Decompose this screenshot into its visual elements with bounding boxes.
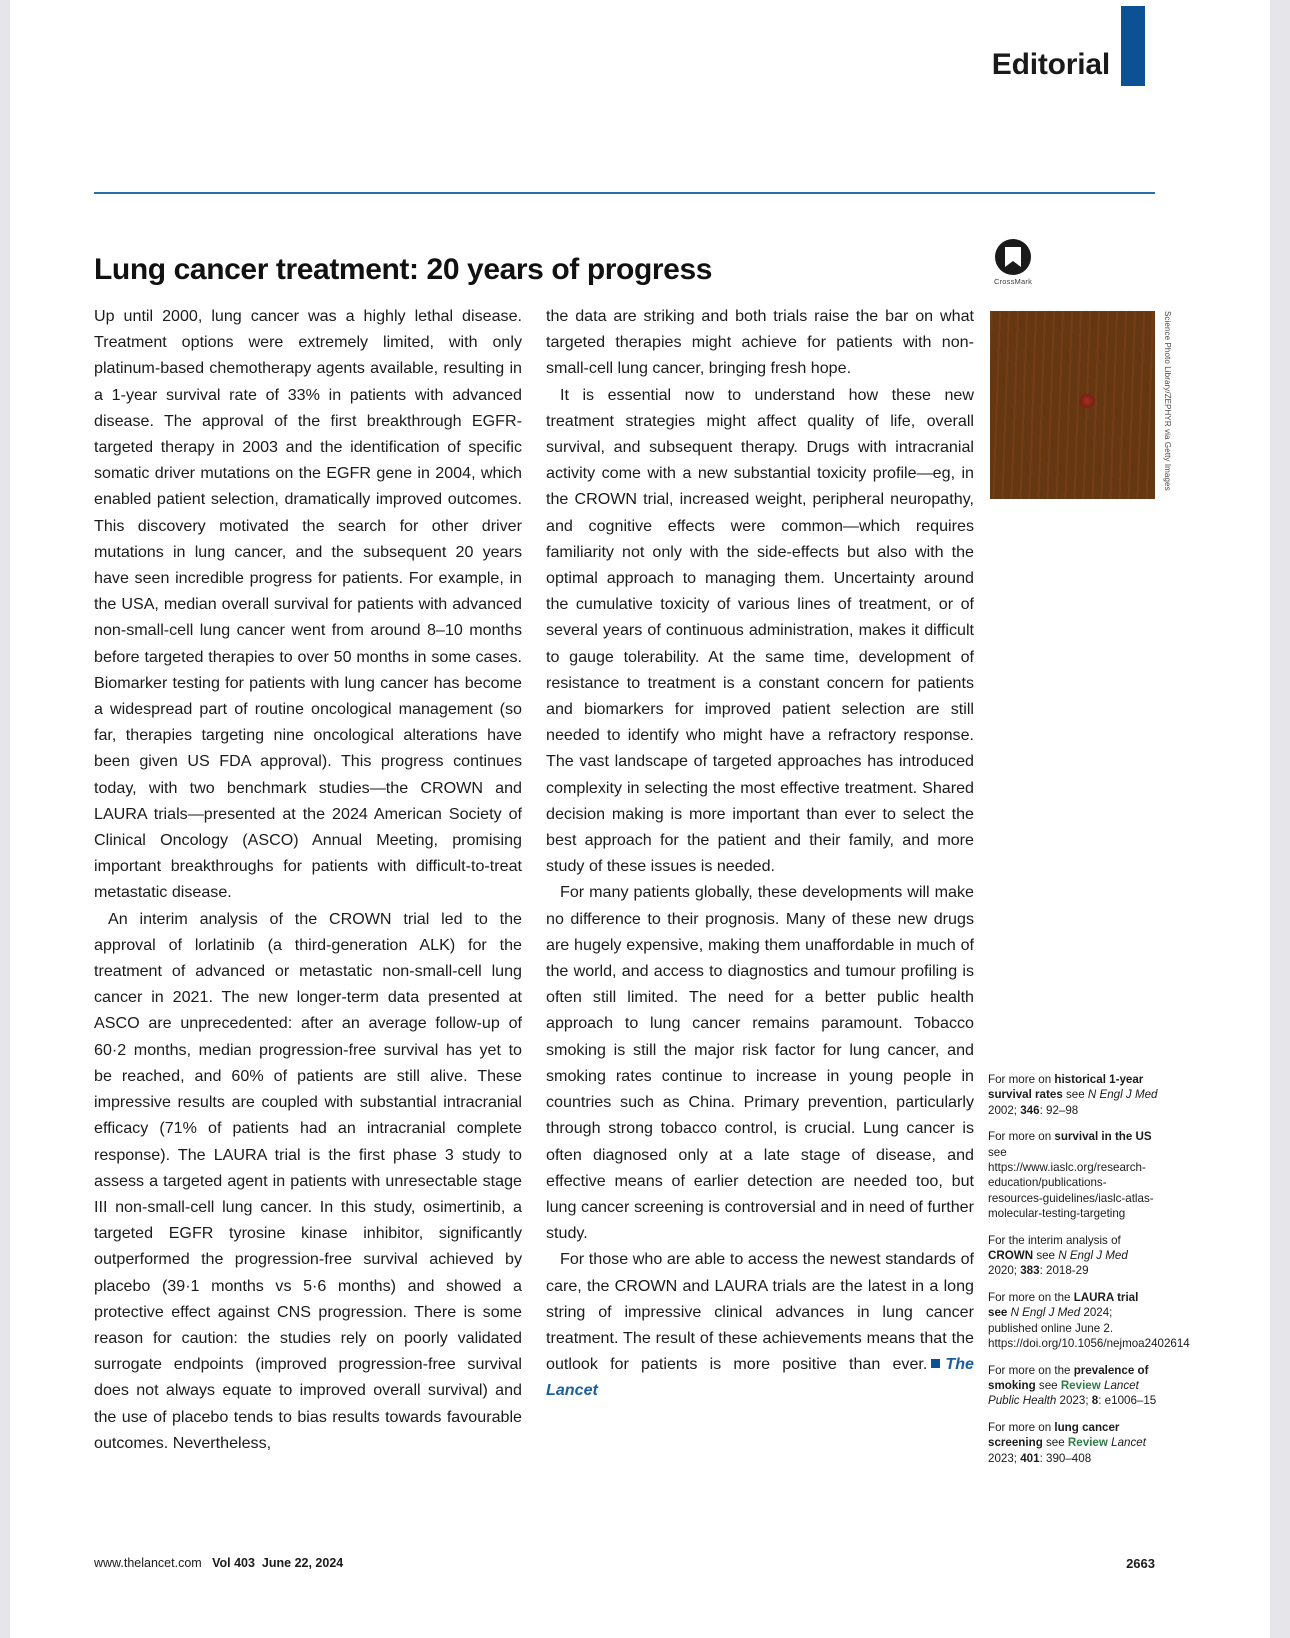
crossmark-label: CrossMark [993,277,1033,286]
body-column-1 [94,303,522,1456]
chest-xray-image [990,311,1155,499]
figure-credit: Science Photo Library/ZEPHYR via Getty Images [1163,311,1172,491]
note-item: For the interim analysis of CROWN see N Engl J Med 2020; 383: 2018-29 [988,1233,1128,1278]
review-link[interactable]: Review [1067,1436,1108,1450]
footer-date: June 22, 2024 [261,1556,344,1570]
header-rule [94,192,1155,194]
xray-ribs-overlay [990,311,1155,499]
footer-site[interactable]: www.thelancet.com [94,1556,202,1570]
marginal-notes [988,1072,1190,1477]
xray-nodule-marker [1079,394,1095,408]
paragraph: For many patients globally, these developments will make no difference to their prognosis. Many of these new drugs are hugely expensive, making them unaffordable in much of the world, and access to diagnostics and tumour profiling is often still limited. The need for a better public health approach to lung cancer remains paramount. Tobacco smoking is still the major risk factor for lung cancer, and smoking rates continue to increase in young people in countries such as China. Primary prevention, particularly through strong tobacco control, is crucial. Lung cancer is often diagnosed only at a late stage of disease, and effective means of earlier detection are needed too, but lung cancer screening is controversial and in need of further study. [546,883,974,1243]
paragraph: It is essential now to understand how these new treatment strategies might affect quality of life, overall survival, and subsequent therapy. Drugs with intracranial activity come with a new substantial toxicity profile—eg, in the CROWN trial, increased weight, peripheral neuropathy, and cognitive effects were common—which requires familiarity not only with the side-effects but also with the optimal approach to managing them. Uncertainty around the cumulative toxicity of various lines of treatment, or of several years of continuous administration, makes it difficult to gauge tolerability. At the same time, development of resistance to treatment is a constant concern for patients and biomarkers for improved patient selection are still needed to identify who might have a refractory response. The vast landscape of targeted approaches has introduced complexity in selecting the most effective treatment. Shared decision making is more important than ever to select the best approach for the patient and their family, and more study of these issues is needed. [546,385,974,876]
footer-citation [94,1556,343,1570]
note-item: For more on the LAURA trial see N Engl J Med 2024; published online June 2. https://doi.org/10.1056/nejmoa2402614 [988,1290,1190,1351]
page-title: Lung cancer treatment: 20 years of progress [94,253,713,287]
note-item: For more on lung cancer screening see Review Lancet 2023; 401: 390–408 [988,1420,1146,1465]
paragraph: Up until 2000, lung cancer was a highly lethal disease. Treatment options were extremely limited, with only platinum-based chemotherapy agents available, resulting in a 1-year survival rate of 33% in patients with advanced disease. The approval of the first breakthrough EGFR-targeted therapy in 2003 and the identification of specific somatic driver mutations on the EGFR gene in 2004, which enabled patient selection, dramatically improved outcomes. This discovery motivated the search for other driver mutations in lung cancer, and the subsequent 20 years have seen incredible progress for patients. For example, in the USA, median overall survival for patients with advanced non-small-cell lung cancer went from around 8–10 months before targeted therapies to over 50 months in some cases. Biomarker testing for patients with lung cancer has become a widespread part of routine oncological management (so far, therapies targeting nine oncological alterations have been given US FDA approval). This progress continues today, with two benchmark studies—the CROWN and LAURA trials—presented at the 2024 American Society of Clinical Oncology (ASCO) Annual Meeting, promising important breakthroughs for patients with difficult-to-treat metastatic disease. [94,307,522,902]
masthead-accent-bar [1121,6,1145,86]
body-column-2 [546,303,974,1404]
note-item: For more on historical 1-year survival rates see N Engl J Med 2002; 346: 92–98 [988,1073,1158,1117]
note-item: For more on the prevalence of smoking see Review Lancet Public Health 2023; 8: e1006–15 [988,1363,1157,1408]
footer-volume: Vol 403 [212,1556,255,1570]
paragraph: An interim analysis of the CROWN trial led to the approval of lorlatinib (a third-generation ALK) for the treatment of advanced or metastatic non-small-cell lung cancer in 2021. The new longer-term data presented at ASCO are unprecedented: after an average follow-up of 60·2 months, median progression-free survival has yet to be reached, and 60% of patients are still alive. These impressive results are coupled with substantial intracranial efficacy (71% of patients had an intracranial complete response). The LAURA trial is the first phase 3 study to assess a targeted agent in patients with unresectable stage III non-small-cell lung cancer. In this study, osimertinib, a targeted EGFR tyrosine kinase inhibitor, significantly outperformed the progression-free survival achieved by placebo (39·1 months vs 5·6 months) and showed a protective effect against CNS progression. There is some reason for caution: the studies rely on poorly validated surrogate endpoints (improved progression-free survival does not always equate to improved overall survival) and the use of placebo tends to bias results towards favourable outcomes. Nevertheless, [94,909,522,1452]
note-item: For more on survival in the US see https://www.iaslc.org/research-education/publications-resources-guidelines/iaslc-atlas-molecular-testing-targeting [988,1130,1154,1221]
page-number: 2663 [1126,1556,1155,1571]
end-mark-icon [931,1359,940,1368]
masthead [0,0,1270,200]
paragraph: the data are striking and both trials raise the bar on what targeted therapies might achieve for patients with non-small-cell lung cancer, bringing fresh hope. [546,307,974,378]
review-link[interactable]: Review [1060,1378,1101,1392]
paragraph-final: For those who are able to access the newest standards of care, the CROWN and LAURA trials are the latest in a long string of impressive clinical advances in lung cancer treatment. The result of these achievements means that the outlook for patients is more positive than ever. The Lancet [546,1250,974,1400]
author-signature: The Lancet [546,1355,974,1400]
crossmark-icon [994,238,1032,276]
section-label: Editorial [991,48,1110,81]
crossmark-badge[interactable] [988,238,1038,286]
